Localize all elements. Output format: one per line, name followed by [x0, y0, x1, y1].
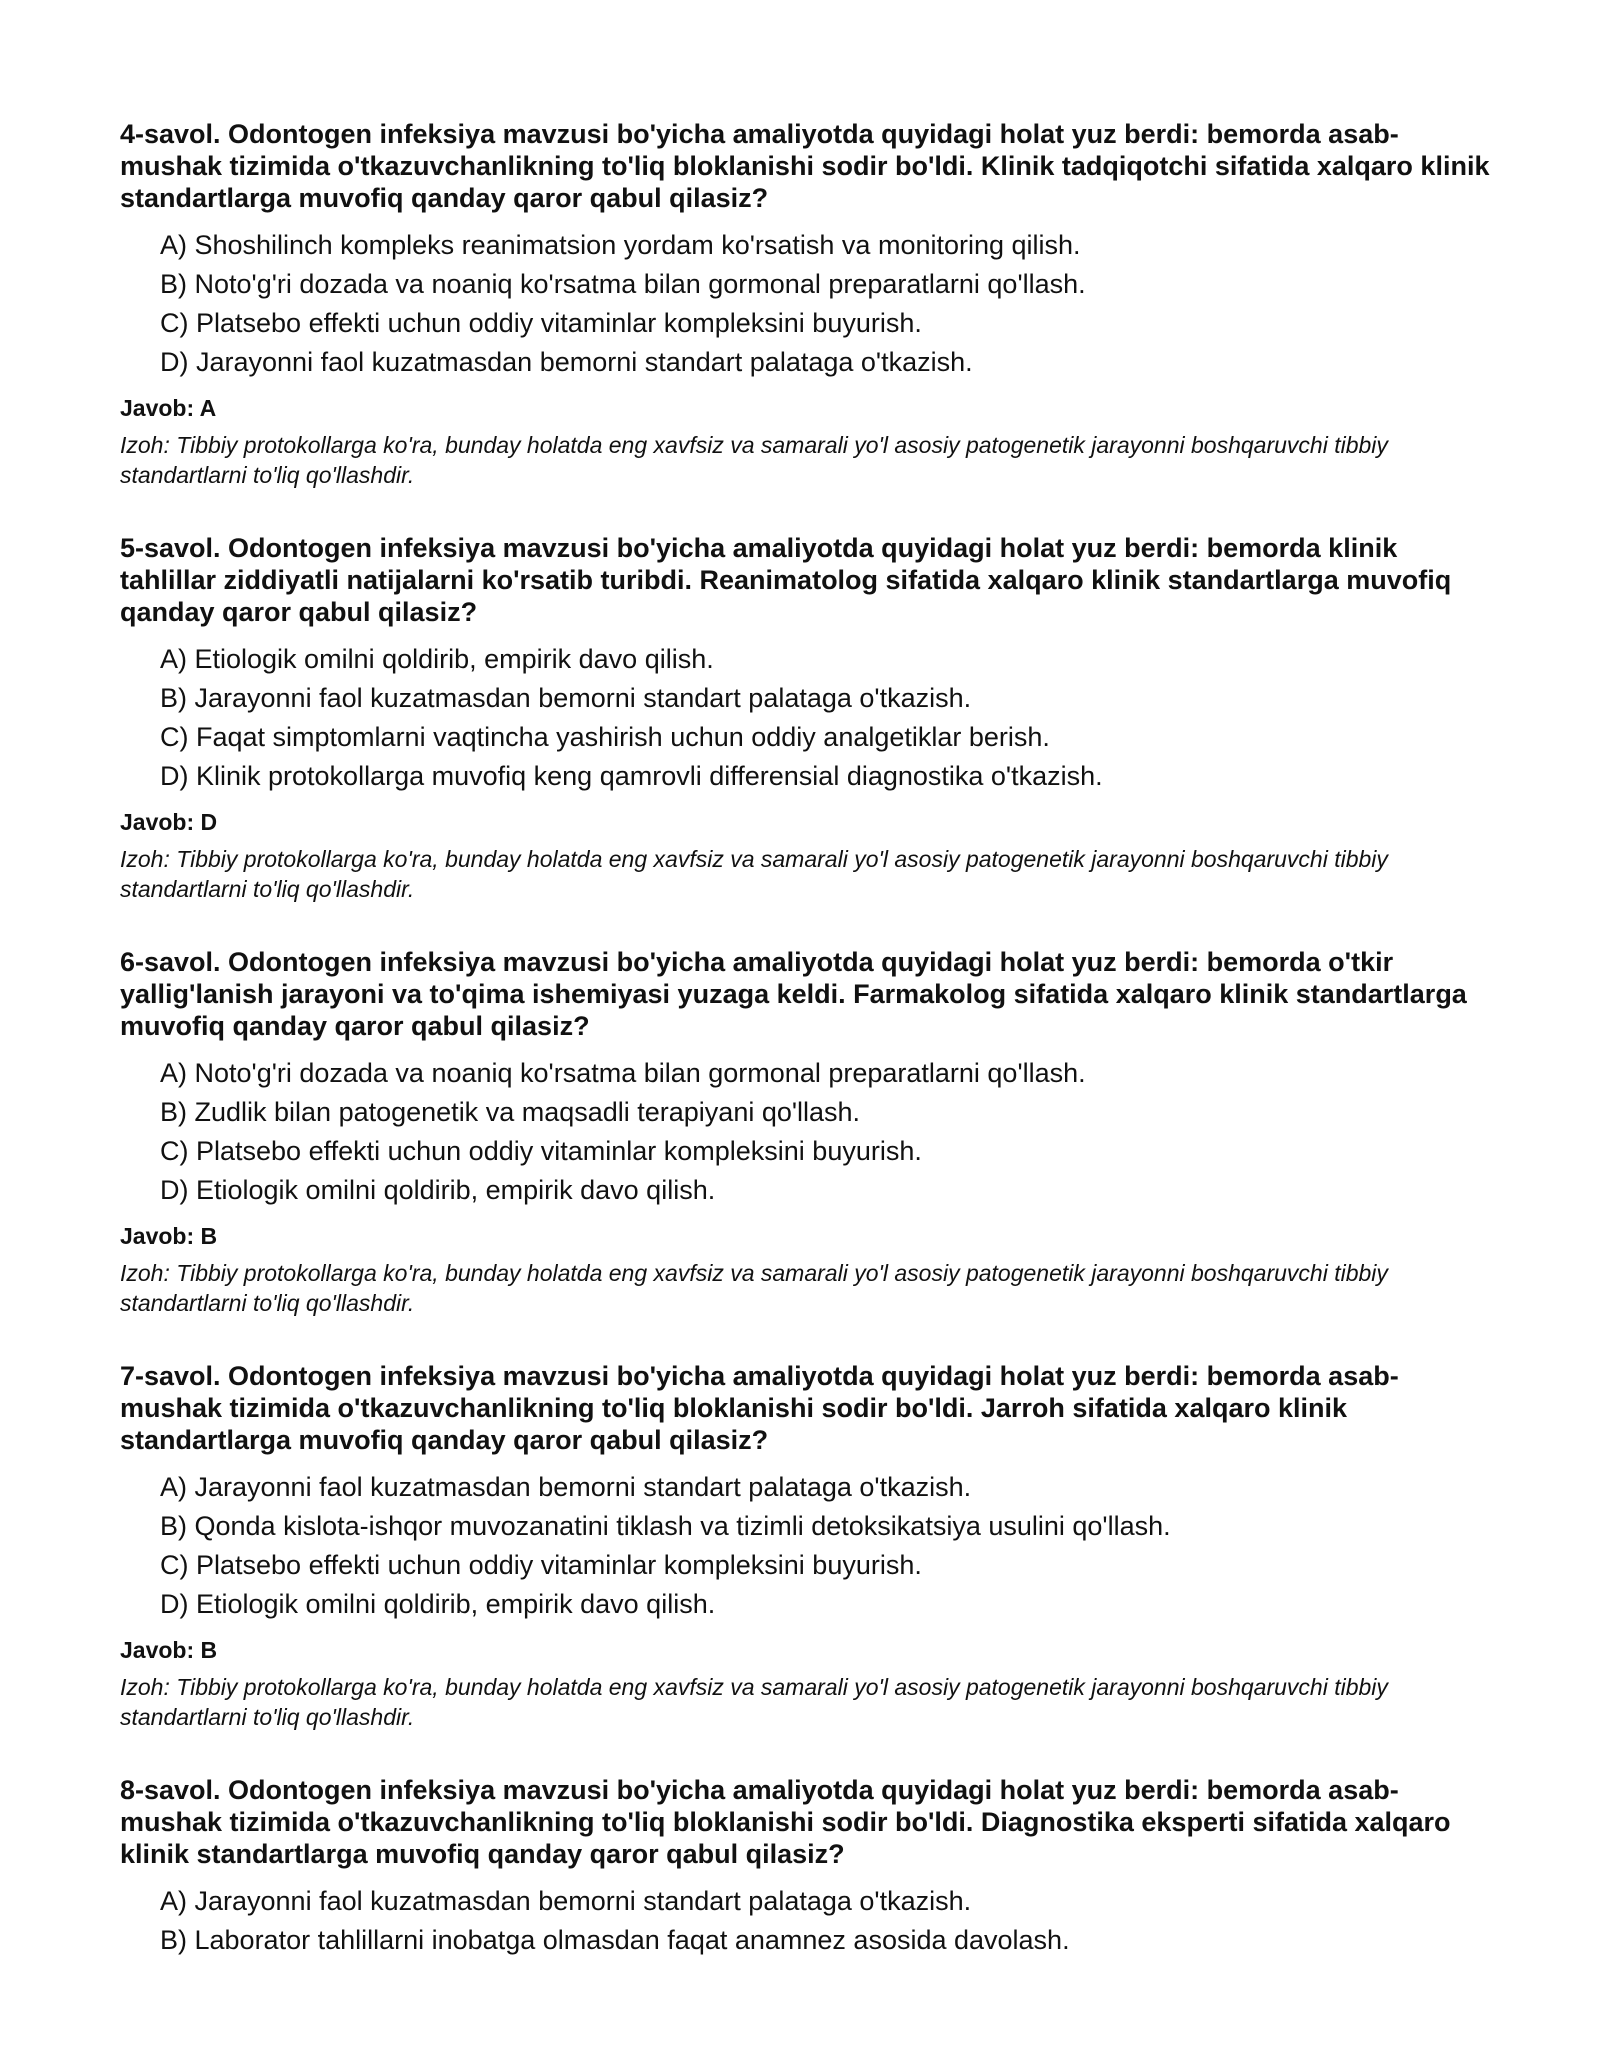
option-a: A) Shoshilinch kompleks reanimatsion yordam ko'rsatish va monitoring qilish. — [160, 230, 1081, 260]
option-b: B) Qonda kislota-ishqor muvozanatini tiklash va tizimli detoksikatsiya usulini qo'llash. — [160, 1511, 1171, 1541]
explanation-note: Izoh: Tibbiy protokollarga ko'ra, bunday holatda eng xavfsiz va samarali yo'l asosiy patogenetik jarayonni boshqaruvchi tibbiy standartlarni to'liq qo'llashdir. — [120, 1260, 1388, 1316]
question-text: 6-savol. Odontogen infeksiya mavzusi bo'yicha amaliyotda quyidagi holat yuz berdi: bemorda o'tkir yallig'lanish jarayoni va to'qima ishemiyasi yuzaga keldi. Farmakolog sifatida xalqaro klinik standartlarga muvofiq qanday qaror qabul qilasiz? — [120, 947, 1467, 1041]
question-text: 4-savol. Odontogen infeksiya mavzusi bo'yicha amaliyotda quyidagi holat yuz berdi: bemorda asab-mushak tizimida o'tkazuvchanlikning to'liq bloklanishi sodir bo'ldi. Klinik tadqiqotchi sifatida xalqaro klinik standartlarga muvofiq qanday qaror qabul qilasiz? — [120, 119, 1490, 213]
option-d: D) Etiologik omilni qoldirib, empirik davo qilish. — [160, 1175, 716, 1205]
option-c: C) Platsebo effekti uchun oddiy vitaminlar kompleksini buyurish. — [160, 1550, 922, 1580]
question-block-8 — [120, 1774, 1500, 1960]
option-b: B) Zudlik bilan patogenetik va maqsadli terapiyani qo'llash. — [160, 1097, 861, 1127]
answer-label: Javob: D — [120, 809, 218, 835]
option-a: A) Noto'g'ri dozada va noaniq ko'rsatma bilan gormonal preparatlarni qo'llash. — [160, 1058, 1086, 1088]
option-c: C) Platsebo effekti uchun oddiy vitaminlar kompleksini buyurish. — [160, 308, 922, 338]
question-text: 7-savol. Odontogen infeksiya mavzusi bo'yicha amaliyotda quyidagi holat yuz berdi: bemorda asab-mushak tizimida o'tkazuvchanlikning to'liq bloklanishi sodir bo'ldi. Jarroh sifatida xalqaro klinik standartlarga muvofiq qanday qaror qabul qilasiz? — [120, 1361, 1399, 1455]
option-a: A) Jarayonni faol kuzatmasdan bemorni standart palataga o'tkazish. — [160, 1886, 972, 1916]
answer-options — [120, 640, 1500, 796]
option-b: B) Jarayonni faol kuzatmasdan bemorni standart palataga o'tkazish. — [160, 683, 972, 713]
document-page — [120, 118, 1500, 2002]
answer-options — [120, 1468, 1500, 1624]
answer-label: Javob: A — [120, 395, 217, 421]
explanation-note: Izoh: Tibbiy protokollarga ko'ra, bunday holatda eng xavfsiz va samarali yo'l asosiy patogenetik jarayonni boshqaruvchi tibbiy standartlarni to'liq qo'llashdir. — [120, 1674, 1388, 1730]
question-block-7 — [120, 1360, 1500, 1732]
question-block-4 — [120, 118, 1500, 490]
answer-label: Javob: B — [120, 1637, 218, 1663]
explanation-note: Izoh: Tibbiy protokollarga ko'ra, bunday holatda eng xavfsiz va samarali yo'l asosiy patogenetik jarayonni boshqaruvchi tibbiy standartlarni to'liq qo'llashdir. — [120, 432, 1388, 488]
explanation-note: Izoh: Tibbiy protokollarga ko'ra, bunday holatda eng xavfsiz va samarali yo'l asosiy patogenetik jarayonni boshqaruvchi tibbiy standartlarni to'liq qo'llashdir. — [120, 846, 1388, 902]
question-text: 8-savol. Odontogen infeksiya mavzusi bo'yicha amaliyotda quyidagi holat yuz berdi: bemorda asab-mushak tizimida o'tkazuvchanlikning to'liq bloklanishi sodir bo'ldi. Diagnostika eksperti sifatida xalqaro klinik standartlarga muvofiq qanday qaror qabul qilasiz? — [120, 1775, 1451, 1869]
question-block-5 — [120, 532, 1500, 904]
option-d: D) Klinik protokollarga muvofiq keng qamrovli differensial diagnostika o'tkazish. — [160, 761, 1103, 791]
option-d: D) Etiologik omilni qoldirib, empirik davo qilish. — [160, 1589, 716, 1619]
question-block-6 — [120, 946, 1500, 1318]
answer-options — [120, 226, 1500, 382]
option-a: A) Jarayonni faol kuzatmasdan bemorni standart palataga o'tkazish. — [160, 1472, 972, 1502]
answer-options — [120, 1054, 1500, 1210]
option-c: C) Platsebo effekti uchun oddiy vitaminlar kompleksini buyurish. — [160, 1136, 922, 1166]
option-d: D) Jarayonni faol kuzatmasdan bemorni standart palataga o'tkazish. — [160, 347, 973, 377]
answer-label: Javob: B — [120, 1223, 218, 1249]
question-text: 5-savol. Odontogen infeksiya mavzusi bo'yicha amaliyotda quyidagi holat yuz berdi: bemorda klinik tahlillar ziddiyatli natijalarni ko'rsatib turibdi. Reanimatolog sifatida xalqaro klinik standartlarga muvofiq qanday qaror qabul qilasiz? — [120, 533, 1452, 627]
option-c: C) Faqat simptomlarni vaqtincha yashirish uchun oddiy analgetiklar berish. — [160, 722, 1050, 752]
option-a: A) Etiologik omilni qoldirib, empirik davo qilish. — [160, 644, 714, 674]
answer-options — [120, 1882, 1500, 1960]
option-b: B) Noto'g'ri dozada va noaniq ko'rsatma bilan gormonal preparatlarni qo'llash. — [160, 269, 1086, 299]
option-b: B) Laborator tahlillarni inobatga olmasdan faqat anamnez asosida davolash. — [160, 1925, 1070, 1955]
